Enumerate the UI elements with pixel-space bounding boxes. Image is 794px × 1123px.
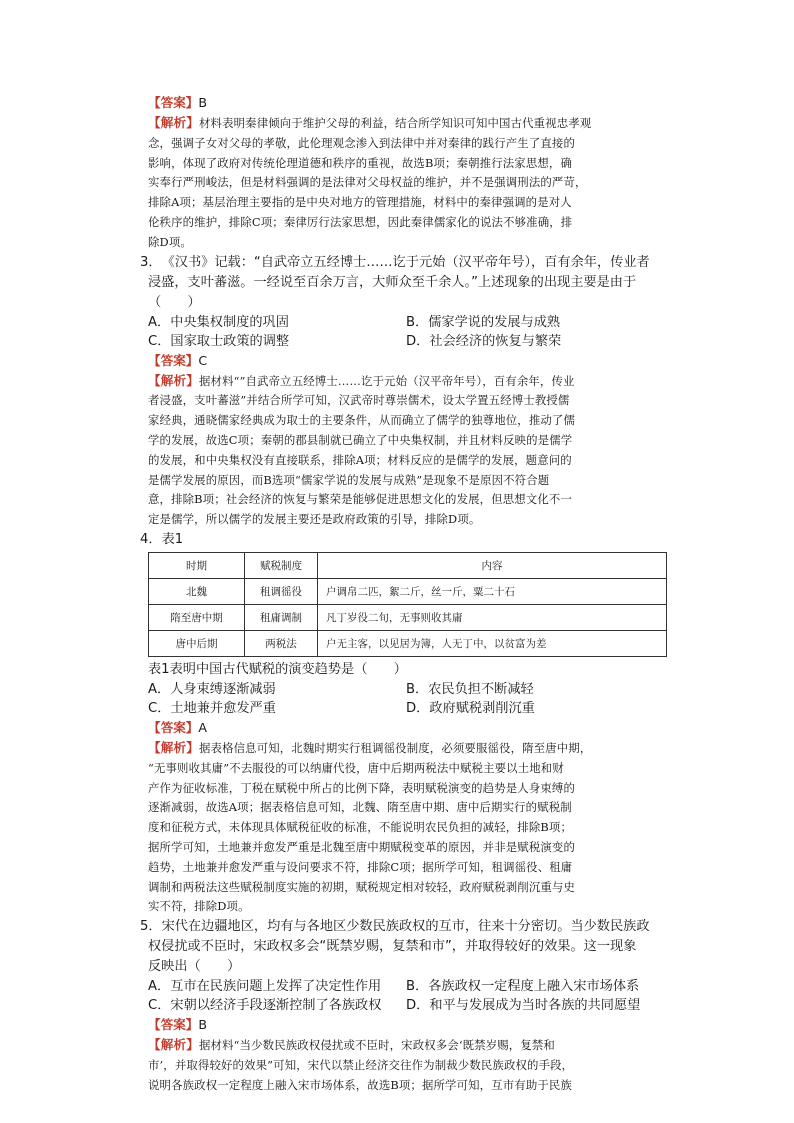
table-row <box>149 578 667 604</box>
document-page <box>140 93 668 1096</box>
answer-line <box>148 718 668 738</box>
analysis-line: 趋势，土地兼并愈发严重与设问要求不符，排除C项；据所学可知，租调徭役、租庸 <box>148 859 573 874</box>
answer-tag: 【答案】 <box>148 1017 199 1033</box>
table-cell: 户调帛二匹，絮二斤，丝一斤，粟二十石 <box>318 578 667 604</box>
answer-value: B <box>198 95 208 110</box>
analysis-line: 学的发展，故选C项；秦朝的郡县制就已确立了中央集权制，并且材料反映的是儒学 <box>148 432 573 447</box>
option-b: B．儒家学说的发展与成熟 <box>406 314 561 330</box>
question-stem: 宋代在边疆地区，均有与各地区少数民族政权的互市，往来十分密切。当少数民族政 <box>161 919 650 935</box>
question-stem: 《汉书》记载：“自武帝立五经博士……讫于元始（汉平帝年号），百有余年，传业者 <box>161 254 650 270</box>
analysis-line: 的发展，和中央集权没有直接联系，排除A项；材料反应的是儒学的发展，题意问的 <box>148 452 572 467</box>
option-a: A．人身束缚逐渐减弱 <box>148 681 276 697</box>
option-c: C．国家取士政策的调整 <box>148 333 290 349</box>
analysis-line: 市’，并取得较好的效果”可知，宋代以禁止经济交往作为制裁少数民族政权的手段， <box>148 1057 574 1072</box>
analysis-block <box>148 113 668 253</box>
analysis-block <box>148 738 668 917</box>
answer-tag: 【答案】 <box>148 719 199 735</box>
question-4 <box>140 530 668 917</box>
option-c: C．土地兼并愈发严重 <box>148 700 276 716</box>
table-header: 赋税制度 <box>245 552 318 578</box>
analysis-line: 实不符，排除D项。 <box>148 899 250 914</box>
analysis-line: 产作为征收标准，丁税在赋税中所占的比例下降，表明赋税演变的趋势是人身束缚的 <box>148 780 576 795</box>
table-header-row <box>149 552 667 578</box>
answer-tag: 【答案】 <box>148 95 199 110</box>
option-b: B．农民负担不断减轻 <box>406 681 534 697</box>
analysis-line: 据材料“”自武帝立五经博士……讫于元始（汉平帝年号），百有余年，传业 <box>198 373 575 388</box>
analysis-line: 伦秩序的维护，排除C项；秦律厉行法家思想，因此秦律儒家化的说法不够准确，排 <box>148 214 573 229</box>
analysis-tag: 【解析】 <box>148 1037 199 1053</box>
analysis-line: 家经典，通晓儒家经典成为取士的主要条件，从而确立了儒学的独尊地位，推动了儒 <box>148 413 576 428</box>
analysis-line: 排除A项；基层治理主要指的是中央对地方的管理措施，材料中的秦律强调的是对人 <box>148 195 572 210</box>
table-title: 表1 <box>161 531 184 547</box>
analysis-line: 据所学可知，土地兼并愈发严重是北魏至唐中期赋税变革的原因，并非是赋税演变的 <box>148 839 576 854</box>
option-b: B．各族政权一定程度上融入宋市场体系 <box>406 979 640 995</box>
table-cell: 唐中后期 <box>149 630 245 656</box>
option-a: A．中央集权制度的巩固 <box>148 314 289 330</box>
analysis-line: 定是儒学，所以儒学的发展主要还是政府政策的引导，排除D项。 <box>148 512 481 527</box>
question-number: 4． <box>140 531 162 547</box>
question-stem: 浸盛，支叶蕃滋。一经说至百余万言，大师众至千余人。”上述现象的出现主要是由于 <box>148 274 637 290</box>
analysis-line: 意，排除B项；社会经济的恢复与繁荣是能够促进思想文化的发展，但思想文化不一 <box>148 492 572 507</box>
option-a: A．互市在民族问题上发挥了决定性作用 <box>148 979 382 995</box>
answer-value: C <box>198 352 208 368</box>
question-5 <box>140 917 668 1095</box>
table-cell: 租调徭役 <box>245 578 318 604</box>
table-cell: 北魏 <box>149 578 245 604</box>
table-row <box>149 630 667 656</box>
analysis-line: 材料表明秦律倾向于维护父母的利益，结合所学知识可知中国古代重视忠孝观 <box>198 116 592 130</box>
analysis-tag: 【解析】 <box>148 372 199 388</box>
tax-table <box>148 552 667 657</box>
table-cell: 户无主客，以见居为簿，人无丁中，以贫富为差 <box>318 630 667 656</box>
answer-line <box>148 351 668 371</box>
question-number: 3． <box>140 254 162 270</box>
answer-tag: 【答案】 <box>148 352 199 368</box>
question-stem: 表1表明中国古代赋税的演变趋势是（ ） <box>148 661 407 677</box>
question-number: 5． <box>140 919 162 935</box>
analysis-block <box>148 1035 668 1095</box>
question-stem: 反映出（ ） <box>148 959 241 975</box>
question-stem: 权侵扰或不臣时，宋政权多会“既禁岁赐，复禁和市”，并取得较好的效果。这一现象 <box>148 939 637 955</box>
analysis-line: 念，强调子女对父母的孝敬，此伦理观念渗入到法律中并对秦律的践行产生了直接的 <box>148 135 576 150</box>
table-cell: 两税法 <box>245 630 318 656</box>
analysis-line: 者浸盛，支叶蕃滋”并结合所学可知，汉武帝时尊崇儒术，设太学置五经博士教授儒 <box>148 393 570 408</box>
answer-line <box>148 93 668 113</box>
analysis-line: 影响，体现了政府对传统伦理道德和秩序的重视，故选B项；秦朝推行法家思想，确 <box>148 155 572 170</box>
answer-value: A <box>198 719 207 735</box>
analysis-line: 说明各族政权一定程度上融入宋市场体系，故选B项；据所学可知，互市有助于民族 <box>148 1077 572 1092</box>
question-3 <box>140 253 668 530</box>
answer-value: B <box>198 1017 208 1033</box>
answer-line <box>148 1015 668 1035</box>
analysis-line: 度和征税方式，未体现具体赋税征收的标准，不能说明农民负担的减轻，排除B项； <box>148 820 572 835</box>
analysis-line: 据材料“当少数民族政权侵扰或不臣时，宋政权多会‘既禁岁赐，复禁和 <box>198 1038 555 1053</box>
analysis-tag: 【解析】 <box>148 739 199 755</box>
question-stem: （ ） <box>148 294 201 310</box>
analysis-block <box>148 371 668 530</box>
option-c: C．宋朝以经济手段逐渐控制了各族政权 <box>148 998 382 1014</box>
analysis-line: 据表格信息可知，北魏时期实行租调徭役制度，必须要服徭役，隋至唐中期， <box>198 740 592 755</box>
analysis-line: 逐渐减弱，故选A项；据表格信息可知，北魏、隋至唐中期、唐中后期实行的赋税制 <box>148 800 572 815</box>
option-d: D．政府赋税剥削沉重 <box>406 700 535 716</box>
table-header: 内容 <box>318 552 667 578</box>
option-d: D．和平与发展成为当时各族的共同愿望 <box>406 998 641 1014</box>
analysis-tag: 【解析】 <box>148 115 199 130</box>
analysis-line: 实奉行严刑峻法，但是材料强调的是法律对父母权益的维护，并不是强调刑法的严苛， <box>148 175 587 190</box>
option-d: D．社会经济的恢复与繁荣 <box>406 333 562 349</box>
table-cell: 租庸调制 <box>245 604 318 630</box>
analysis-line: “无事则收其庸”不去服役的可以纳庸代役，唐中后期两税法中赋税主要以土地和财 <box>148 760 564 775</box>
table-cell: 凡丁岁役二旬，无事则收其庸 <box>318 604 667 630</box>
analysis-line: 是儒学发展的原因，而B选项“儒家学说的发展与成熟”是现象不是原因不符合题 <box>148 472 550 487</box>
analysis-line: 除D项。 <box>148 234 192 249</box>
analysis-line: 调制和两税法这些赋税制度实施的初期，赋税规定相对较轻，政府赋税剥削沉重与史 <box>148 879 576 894</box>
table-row <box>149 604 667 630</box>
table-cell: 隋至唐中期 <box>149 604 245 630</box>
table-header: 时期 <box>149 552 245 578</box>
